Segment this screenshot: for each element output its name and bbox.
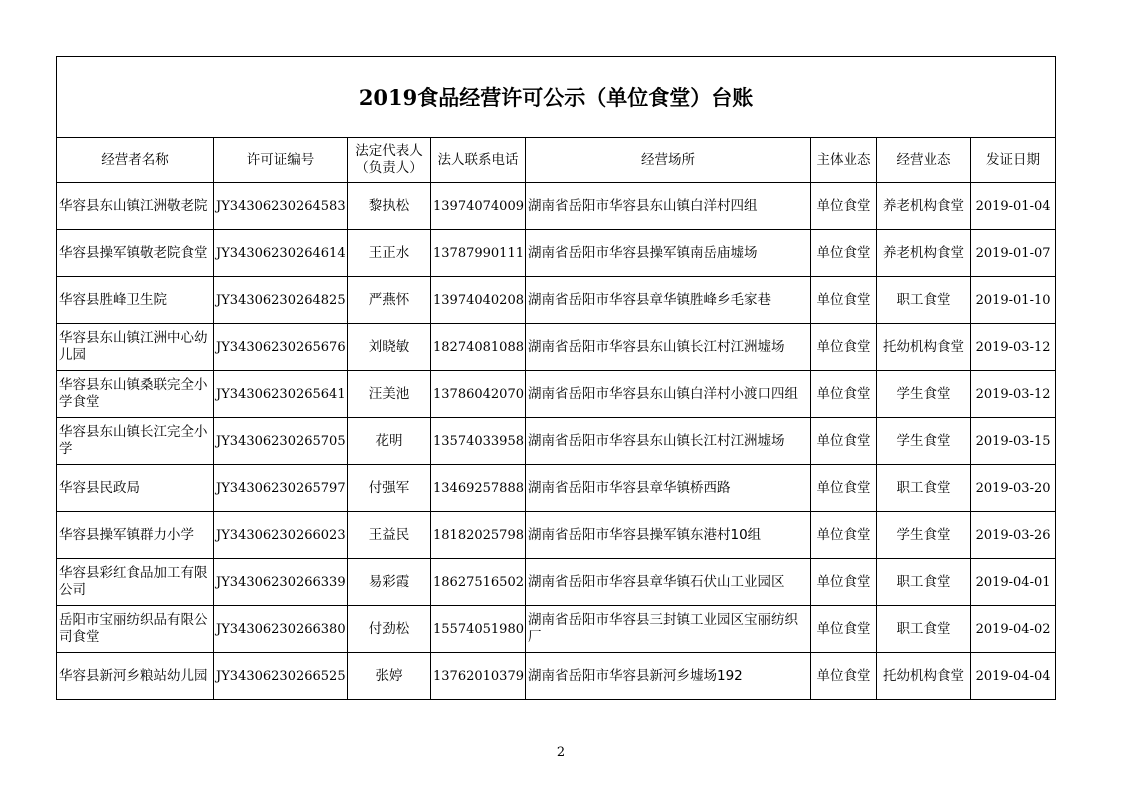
cell-operator-name: 华容县东山镇江洲中心幼儿园 — [57, 324, 214, 371]
cell-license-number: JY34306230266380 — [214, 606, 348, 653]
cell-legal-representative: 易彩霞 — [348, 559, 431, 606]
cell-main-business-type: 单位食堂 — [811, 653, 877, 700]
cell-contact-phone: 18182025798 — [431, 512, 526, 559]
cell-license-number: JY34306230265641 — [214, 371, 348, 418]
cell-premises: 湖南省岳阳市华容县东山镇长江村江洲墟场 — [526, 324, 811, 371]
cell-contact-phone: 13574033958 — [431, 418, 526, 465]
cell-issue-date: 2019-04-01 — [971, 559, 1056, 606]
column-header-contact-phone: 法人联系电话 — [431, 138, 526, 183]
table-header-row — [57, 138, 1056, 183]
cell-operator-name: 华容县东山镇长江完全小学 — [57, 418, 214, 465]
cell-operator-name: 华容县新河乡粮站幼儿园 — [57, 653, 214, 700]
cell-operator-name: 华容县彩红食品加工有限公司 — [57, 559, 214, 606]
ledger-sheet — [56, 56, 1055, 700]
column-header-legal-representative: 法定代表人（负责人） — [348, 138, 431, 183]
cell-legal-representative: 汪美池 — [348, 371, 431, 418]
food-license-ledger-table — [56, 56, 1056, 700]
cell-issue-date: 2019-04-02 — [971, 606, 1056, 653]
cell-license-number: JY34306230265676 — [214, 324, 348, 371]
cell-premises: 湖南省岳阳市华容县东山镇白洋村小渡口四组 — [526, 371, 811, 418]
table-row — [57, 653, 1056, 700]
table-row — [57, 277, 1056, 324]
cell-operation-type: 托幼机构食堂 — [877, 324, 971, 371]
cell-main-business-type: 单位食堂 — [811, 183, 877, 230]
cell-main-business-type: 单位食堂 — [811, 324, 877, 371]
cell-issue-date: 2019-03-26 — [971, 512, 1056, 559]
column-header-main-business-type: 主体业态 — [811, 138, 877, 183]
table-row — [57, 183, 1056, 230]
table-row — [57, 418, 1056, 465]
table-body — [57, 183, 1056, 700]
cell-main-business-type: 单位食堂 — [811, 418, 877, 465]
cell-contact-phone: 18627516502 — [431, 559, 526, 606]
cell-operator-name: 岳阳市宝丽纺织品有限公司食堂 — [57, 606, 214, 653]
cell-contact-phone: 15574051980 — [431, 606, 526, 653]
cell-legal-representative: 王益民 — [348, 512, 431, 559]
column-header-operation-type: 经营业态 — [877, 138, 971, 183]
cell-operation-type: 养老机构食堂 — [877, 183, 971, 230]
cell-license-number: JY34306230265797 — [214, 465, 348, 512]
cell-contact-phone: 13469257888 — [431, 465, 526, 512]
table-row — [57, 559, 1056, 606]
table-row — [57, 371, 1056, 418]
cell-main-business-type: 单位食堂 — [811, 230, 877, 277]
cell-contact-phone: 13786042070 — [431, 371, 526, 418]
cell-contact-phone: 13974040208 — [431, 277, 526, 324]
table-row — [57, 465, 1056, 512]
table-row — [57, 230, 1056, 277]
cell-main-business-type: 单位食堂 — [811, 371, 877, 418]
cell-operation-type: 学生食堂 — [877, 512, 971, 559]
cell-contact-phone: 13787990111 — [431, 230, 526, 277]
cell-operation-type: 职工食堂 — [877, 465, 971, 512]
cell-issue-date: 2019-03-12 — [971, 324, 1056, 371]
cell-license-number: JY34306230266339 — [214, 559, 348, 606]
cell-operation-type: 托幼机构食堂 — [877, 653, 971, 700]
cell-contact-phone: 13762010379 — [431, 653, 526, 700]
cell-legal-representative: 严燕怀 — [348, 277, 431, 324]
cell-premises: 湖南省岳阳市华容县章华镇石伏山工业园区 — [526, 559, 811, 606]
cell-premises: 湖南省岳阳市华容县章华镇桥西路 — [526, 465, 811, 512]
cell-license-number: JY34306230266525 — [214, 653, 348, 700]
page-title: 2019食品经营许可公示（单位食堂）台账 — [57, 57, 1056, 138]
cell-main-business-type: 单位食堂 — [811, 559, 877, 606]
table-row — [57, 606, 1056, 653]
cell-contact-phone: 13974074009 — [431, 183, 526, 230]
column-header-license-number: 许可证编号 — [214, 138, 348, 183]
cell-main-business-type: 单位食堂 — [811, 465, 877, 512]
cell-license-number: JY34306230264583 — [214, 183, 348, 230]
cell-legal-representative: 刘晓敏 — [348, 324, 431, 371]
cell-operation-type: 职工食堂 — [877, 559, 971, 606]
cell-operation-type: 学生食堂 — [877, 371, 971, 418]
cell-premises: 湖南省岳阳市华容县操军镇东港村10组 — [526, 512, 811, 559]
cell-issue-date: 2019-01-10 — [971, 277, 1056, 324]
cell-premises: 湖南省岳阳市华容县新河乡墟场192 — [526, 653, 811, 700]
cell-license-number: JY34306230265705 — [214, 418, 348, 465]
cell-issue-date: 2019-01-07 — [971, 230, 1056, 277]
cell-premises: 湖南省岳阳市华容县东山镇白洋村四组 — [526, 183, 811, 230]
cell-contact-phone: 18274081088 — [431, 324, 526, 371]
cell-premises: 湖南省岳阳市华容县操军镇南岳庙墟场 — [526, 230, 811, 277]
cell-operation-type: 养老机构食堂 — [877, 230, 971, 277]
page-number: 2 — [556, 745, 566, 760]
cell-legal-representative: 付强军 — [348, 465, 431, 512]
cell-operator-name: 华容县胜峰卫生院 — [57, 277, 214, 324]
cell-premises: 湖南省岳阳市华容县东山镇长江村江洲墟场 — [526, 418, 811, 465]
table-row — [57, 324, 1056, 371]
cell-operation-type: 职工食堂 — [877, 606, 971, 653]
cell-issue-date: 2019-04-04 — [971, 653, 1056, 700]
cell-license-number: JY34306230264825 — [214, 277, 348, 324]
cell-operator-name: 华容县民政局 — [57, 465, 214, 512]
cell-legal-representative: 张婷 — [348, 653, 431, 700]
cell-operation-type: 职工食堂 — [877, 277, 971, 324]
cell-legal-representative: 花明 — [348, 418, 431, 465]
cell-main-business-type: 单位食堂 — [811, 277, 877, 324]
column-header-operator-name: 经营者名称 — [57, 138, 214, 183]
cell-operator-name: 华容县操军镇敬老院食堂 — [57, 230, 214, 277]
cell-premises: 湖南省岳阳市华容县三封镇工业园区宝丽纺织厂 — [526, 606, 811, 653]
cell-legal-representative: 王正水 — [348, 230, 431, 277]
cell-license-number: JY34306230264614 — [214, 230, 348, 277]
cell-issue-date: 2019-03-12 — [971, 371, 1056, 418]
cell-main-business-type: 单位食堂 — [811, 606, 877, 653]
cell-issue-date: 2019-03-15 — [971, 418, 1056, 465]
cell-legal-representative: 付劲松 — [348, 606, 431, 653]
cell-legal-representative: 黎执松 — [348, 183, 431, 230]
column-header-issue-date: 发证日期 — [971, 138, 1056, 183]
cell-issue-date: 2019-01-04 — [971, 183, 1056, 230]
cell-operator-name: 华容县东山镇江洲敬老院 — [57, 183, 214, 230]
cell-main-business-type: 单位食堂 — [811, 512, 877, 559]
cell-license-number: JY34306230266023 — [214, 512, 348, 559]
column-header-premises: 经营场所 — [526, 138, 811, 183]
cell-operator-name: 华容县东山镇桑联完全小学食堂 — [57, 371, 214, 418]
cell-operation-type: 学生食堂 — [877, 418, 971, 465]
table-row — [57, 512, 1056, 559]
cell-premises: 湖南省岳阳市华容县章华镇胜峰乡毛家巷 — [526, 277, 811, 324]
cell-issue-date: 2019-03-20 — [971, 465, 1056, 512]
cell-operator-name: 华容县操军镇群力小学 — [57, 512, 214, 559]
